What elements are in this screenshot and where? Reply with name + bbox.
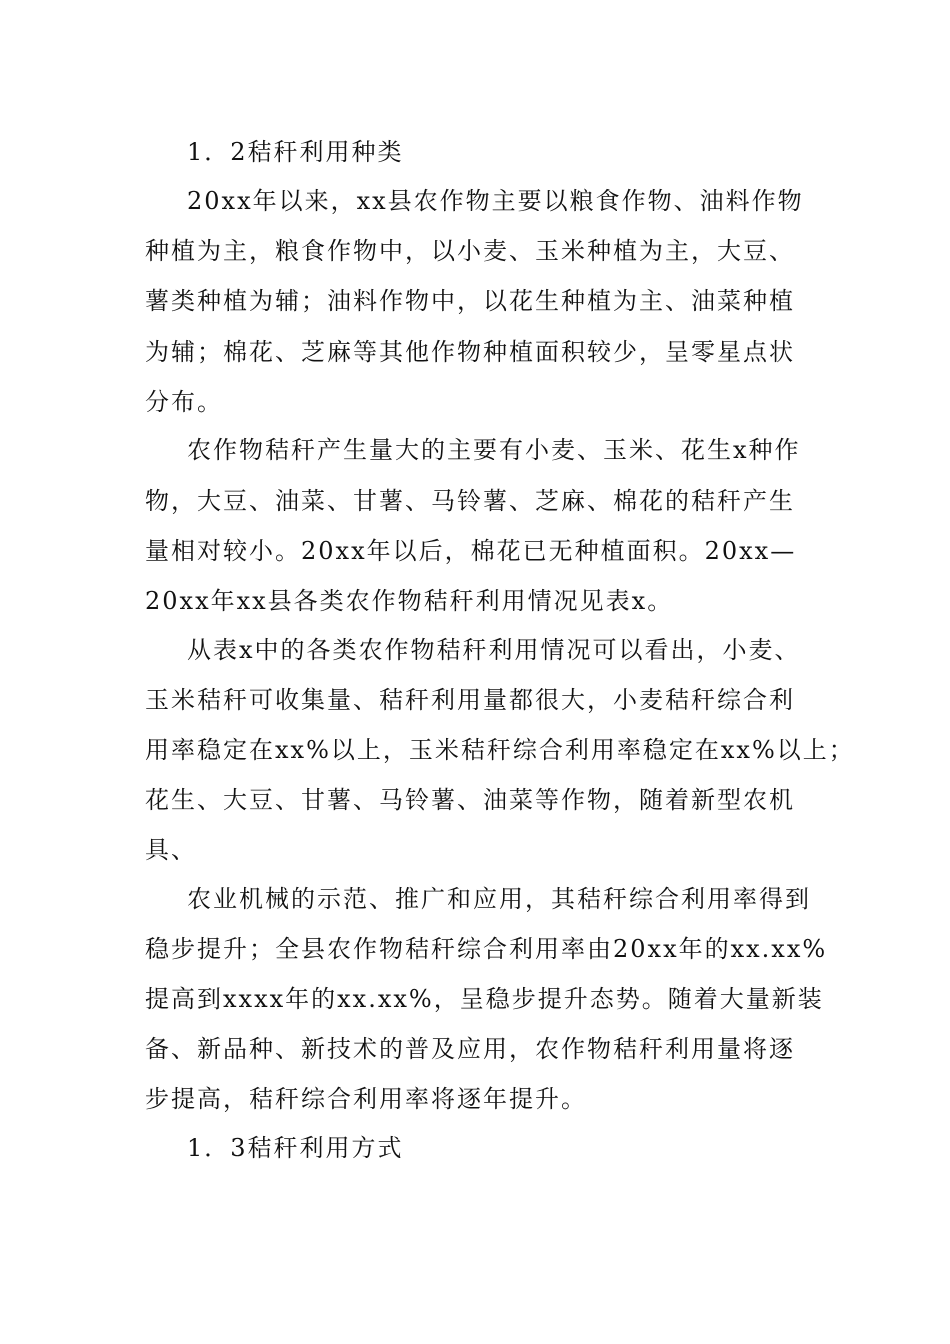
paragraph-line: 20xx年以来，xx县农作物主要以粮食作物、油料作物: [187, 187, 804, 215]
paragraph-line: 具、: [145, 836, 197, 864]
paragraph-line: 种植为主，粮食作物中，以小麦、玉米种植为主，大豆、: [145, 237, 795, 265]
paragraph-line: 提高到xxxx年的xx.xx%，呈稳步提升态势。随着大量新装: [145, 985, 824, 1013]
paragraph-line: 备、新品种、新技术的普及应用，农作物秸秆利用量将逐: [145, 1035, 795, 1063]
paragraph-line: 从表x中的各类农作物秸秆利用情况可以看出，小麦、: [187, 636, 801, 664]
paragraph-line: 物，大豆、油菜、甘薯、马铃薯、芝麻、棉花的秸秆产生: [145, 487, 795, 515]
paragraph-line: 用率稳定在xx%以上，玉米秸秆综合利用率稳定在xx%以上；: [145, 736, 855, 764]
paragraph-line: 分布。: [145, 388, 223, 416]
section-heading-1-3: 1．3秸秆利用方式: [187, 1134, 404, 1162]
paragraph-line: 量相对较小。20xx年以后，棉花已无种植面积。20xx—: [145, 537, 797, 565]
paragraph-line: 玉米秸秆可收集量、秸秆利用量都很大，小麦秸秆综合利: [145, 686, 795, 714]
paragraph-line: 为辅；棉花、芝麻等其他作物种植面积较少，呈零星点状: [145, 338, 795, 366]
paragraph-line: 步提高，秸秆综合利用率将逐年提升。: [145, 1085, 587, 1113]
paragraph-line: 稳步提升；全县农作物秸秆综合利用率由20xx年的xx.xx%: [145, 935, 828, 963]
paragraph-line: 花生、大豆、甘薯、马铃薯、油菜等作物，随着新型农机: [145, 786, 795, 814]
paragraph-line: 农业机械的示范、推广和应用，其秸秆综合利用率得到: [187, 885, 811, 913]
paragraph-line: 薯类种植为辅；油料作物中，以花生种植为主、油菜种植: [145, 287, 795, 315]
paragraph-line: 20xx年xx县各类农作物秸秆利用情况见表x。: [145, 587, 674, 615]
paragraph-line: 农作物秸秆产生量大的主要有小麦、玉米、花生x种作: [187, 436, 801, 464]
section-heading-1-2: 1．2秸秆利用种类: [187, 138, 404, 166]
